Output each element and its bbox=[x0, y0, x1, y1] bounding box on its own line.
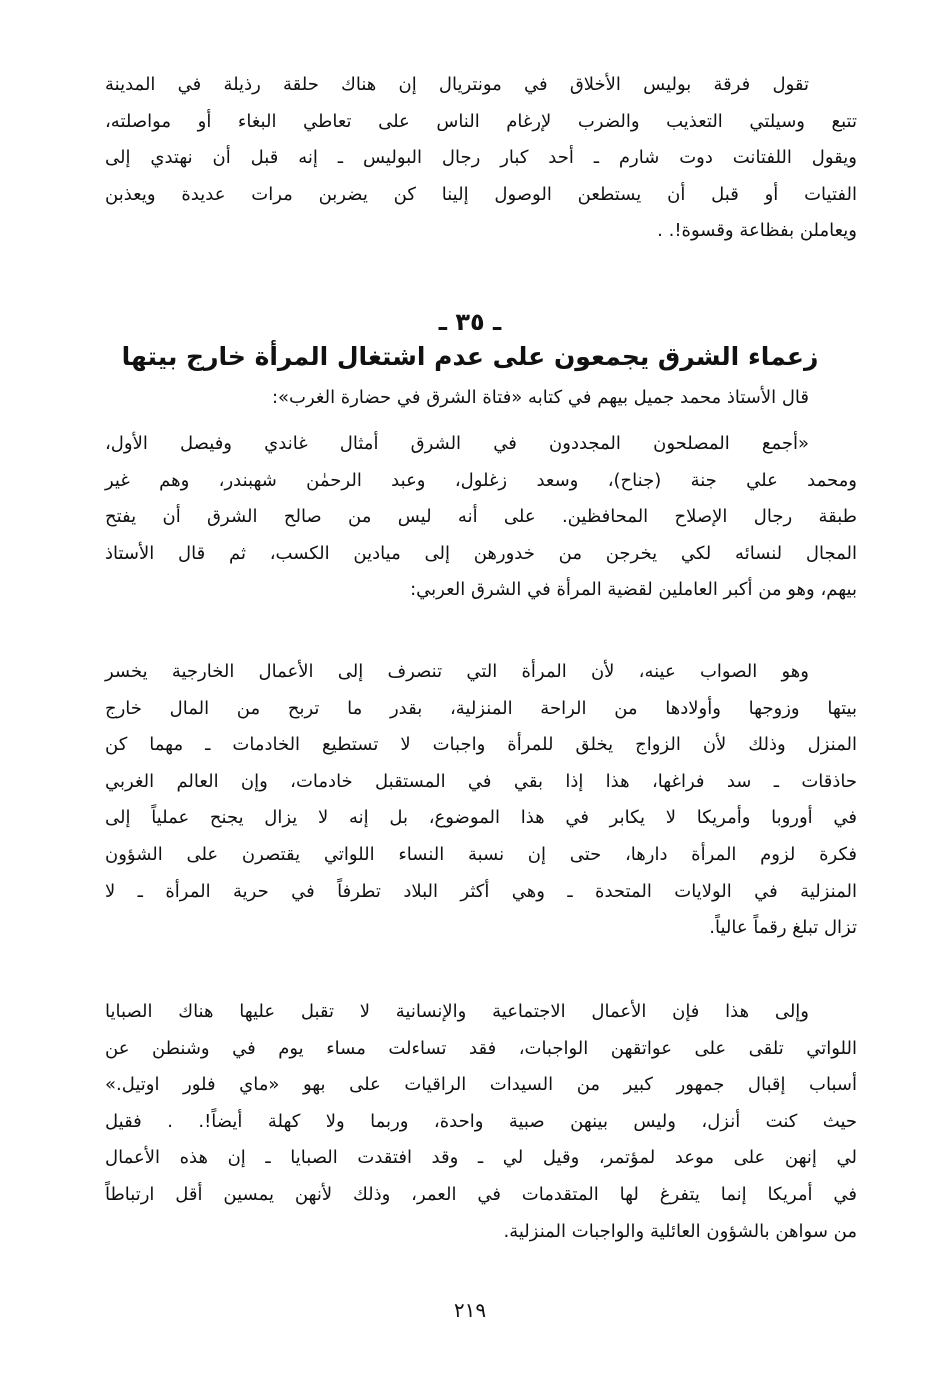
text-line: اللواتي تلقى على عواتقهن الواجبات، فقد تساءلت مساء يوم في وشنطن عن bbox=[105, 1037, 857, 1059]
quote-paragraph bbox=[105, 426, 857, 609]
text-line: في أوروبا وأمريكا لا يكابر في هذا الموضوع، بل إنه لا يزال يجنح عملياً إلى bbox=[105, 807, 857, 829]
text-line: وهو الصواب عينه، لأن المرأة التي تنصرف إلى الأعمال الخارجية يخسر bbox=[105, 661, 809, 682]
intro-paragraph bbox=[105, 380, 857, 417]
page-number: ٢١٩ bbox=[453, 1298, 487, 1322]
text-line: تزال تبلغ رقماً عالياً. bbox=[709, 917, 857, 939]
text-line: المجال لنسائه لكي يخرجن من خدورهن إلى ميادين الكسب، ثم قال الأستاذ bbox=[105, 542, 857, 564]
text-line: بيتها وزوجها وأولادها من الراحة المنزلية، بقدر ما تربح من المال خارج bbox=[105, 697, 857, 719]
text-line: فكرة لزوم المرأة دارها، حتى إن نسبة النساء اللواتي يقتصرن على الشؤون bbox=[105, 843, 857, 865]
paragraph bbox=[105, 994, 857, 1250]
text-line: من سواهن بالشؤون العائلية والواجبات المنزلية. bbox=[503, 1220, 857, 1242]
paragraph bbox=[105, 654, 857, 947]
text-line: ويعاملن بفظاعة وقسوة!. . bbox=[657, 220, 857, 242]
text-line: حيث كنت أنزل، وليس بينهن صبية واحدة، وربما ولا كهلة أيضاً!. . فقيل bbox=[105, 1110, 857, 1132]
text-line: المنزلية في الولايات المتحدة ـ وهي أكثر البلاد تطرفاً في حرية المرأة ـ لا bbox=[105, 880, 857, 902]
text-line: المنزل وذلك لأن الزواج يخلق للمرأة واجبات لا تستطيع الخادمات ـ مهما كن bbox=[105, 734, 857, 756]
text-line: في أمريكا إنما يتفرغ لها المتقدمات في العمر، وذلك لأنهن يمسين أقل ارتباطاً bbox=[105, 1183, 857, 1205]
text-line: الفتيات أو قبل أن يستطعن الوصول إلينا كن يضربن مرات عديدة ويعذبن bbox=[105, 183, 857, 205]
text-line: تقول فرقة بوليس الأخلاق في مونتريال إن هناك حلقة رذيلة في المدينة bbox=[105, 74, 809, 95]
text-line: «أجمع المصلحون المجددون في الشرق أمثال غاندي وفيصل الأول، bbox=[105, 433, 809, 454]
text-line: بيهم، وهو من أكبر العاملين لقضية المرأة في الشرق العربي: bbox=[410, 579, 857, 601]
text-line: تتبع وسيلتي التعذيب والضرب لإرغام الناس على تعاطي البغاء أو مواصلته، bbox=[105, 110, 857, 132]
text-line: قال الأستاذ محمد جميل بيهم في كتابه «فتاة الشرق في حضارة الغرب»: bbox=[271, 387, 809, 408]
text-line: لي إنهن على موعد لمؤتمر، وقيل لي ـ وقد افتقدت الصبايا ـ إن هذه الأعمال bbox=[105, 1147, 857, 1169]
section-number: ـ ٣٥ ـ bbox=[438, 308, 502, 336]
text-line: وإلى هذا فإن الأعمال الاجتماعية والإنسانية لا تقبل عليها هناك الصبايا bbox=[105, 1001, 809, 1022]
text-line: ومحمد علي جنة (جناح)، وسعد زغلول، وعبد الرحمٰن شهبندر، وهم غير bbox=[105, 469, 857, 491]
paragraph bbox=[105, 67, 857, 250]
text-line: حاذقات ـ سد فراغها، هذا إذا بقي في المستقبل خادمات، وإن العالم الغربي bbox=[105, 770, 857, 792]
text-line: أسباب إقبال جمهور كبير من السيدات الراقيات على بهو «ماي فلور اوتيل.» bbox=[105, 1074, 857, 1096]
text-line: ويقول اللفتانت دوت شارم ـ أحد كبار رجال البوليس ـ إنه قبل أن نهتدي إلى bbox=[105, 147, 857, 169]
section-title: زعماء الشرق يجمعون على عدم اشتغال المرأة خارج بيتها bbox=[121, 342, 819, 371]
text-line: طبقة رجال الإصلاح المحافظين. على أنه ليس من صالح الشرق أن يفتح bbox=[105, 506, 857, 528]
